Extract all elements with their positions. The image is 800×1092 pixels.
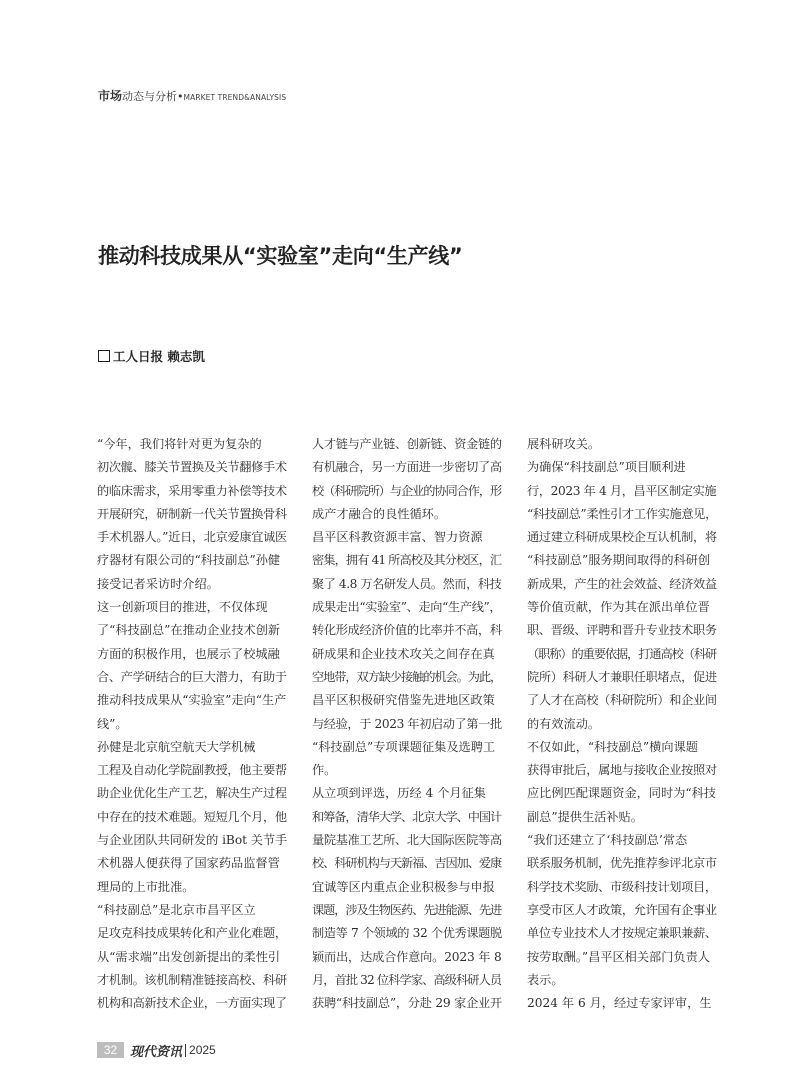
text-line: 获得审批后，属地与接收企业按照对 [527, 763, 717, 778]
text-line: 昌平区积极研究借鉴先进地区政策 [312, 693, 495, 708]
article-column-3 [527, 433, 717, 1015]
page-footer [97, 1041, 216, 1059]
text-line: 和筹备，清华大学、北京大学、中国计 [312, 809, 502, 824]
text-line: 机构和高新技术企业，一方面实现了 [97, 996, 287, 1011]
article-title: 推动科技成果从“实验室”走向“生产线” [98, 244, 463, 268]
text-line: “科技副总”专项课题征集及选聘工 [312, 739, 496, 754]
text-line: 科学技术奖励、市级科技计划项目， [527, 879, 717, 894]
text-line: 从“需求端”出发创新提出的柔性引 [97, 949, 281, 964]
square-bullet-icon [98, 350, 110, 362]
byline [98, 347, 205, 365]
text-line: 为确保“科技副总”项目顺利进 [527, 460, 686, 475]
text-line: 中存在的技术难题。短短几个月，他 [97, 809, 287, 824]
text-line: 了人才在高校（科研院所）和企业间 [527, 693, 717, 708]
text-line: 按劳取酬。”昌平区相关部门负责人 [527, 949, 710, 964]
text-line: “我们还建立了‘科技副总’常态 [527, 833, 688, 848]
article-column-1 [97, 433, 287, 1015]
text-line: 接受记者采访时介绍。 [97, 576, 219, 591]
text-line: “科技副总”是北京市昌平区立 [97, 902, 256, 917]
section-label-en: MARKET TREND&ANALYSIS [183, 93, 287, 102]
text-line: 量院基准工艺所、北大国际医院等高 [312, 833, 502, 848]
text-line: （职称）的重要依据，打通高校（科研 [527, 646, 717, 661]
text-line: 成产才融合的良性循环。 [312, 506, 447, 521]
text-line: 了“科技副总”在推动企业技术创新 [97, 623, 281, 638]
text-line: 与经验，于 2023 年初启动了第一批 [312, 716, 502, 731]
text-line: 获聘“科技副总”，分赴 29 家企业开 [312, 996, 502, 1011]
text-line: 转化形成经济价值的比率并不高，科 [312, 623, 502, 638]
text-line: 新成果，产生的社会效益、经济效益 [527, 576, 717, 591]
section-header [98, 87, 286, 104]
text-line: 院所）科研人才兼职任职堵点，促进 [527, 669, 717, 684]
text-line: 推动科技成果从“实验室”走向“生产 [97, 693, 287, 708]
text-line: 校（科研院所）与企业的协同合作，形 [312, 483, 502, 498]
text-line: 术机器人便获得了国家药品监督管 [97, 856, 280, 871]
text-line: 与企业团队共同研发的 iBot 关节手 [97, 833, 287, 848]
text-line: 联系服务机制，优先推荐参评北京市 [527, 856, 717, 871]
article-column-2 [312, 433, 502, 1015]
text-line: 2024 年 6 月，经过专家评审，生 [527, 996, 712, 1011]
text-line: 月，首批 32 位科学家、高级科研人员 [312, 972, 502, 987]
text-line: 作。 [312, 763, 337, 778]
text-line: 不仅如此，“科技副总”横向课题 [527, 739, 698, 754]
text-line: 成果走出“实验室”、走向“生产线”， [312, 600, 502, 615]
text-line: 理局的上市批准。 [97, 879, 195, 894]
text-line: 应比例匹配课题资金，同时为“科技 [527, 786, 717, 801]
text-line: 行，2023 年 4 月，昌平区制定实施 [527, 483, 717, 498]
text-line: 手术机器人。”近日，北京爱康宜诚医 [97, 530, 287, 545]
text-line: 线”。 [97, 716, 128, 731]
text-line: 合、产学研结合的巨大潜力，有助于 [97, 669, 287, 684]
text-line: 单位专业技术人才按规定兼职兼薪、 [527, 926, 717, 941]
text-line: 的临床需求，采用零重力补偿等技术 [97, 483, 287, 498]
text-line: 疗器材有限公司的“科技副总”孙健 [97, 553, 281, 568]
text-line: 孙健是北京航空航天大学机械 [97, 739, 256, 754]
text-line: 副总”提供生活补贴。 [527, 809, 643, 824]
text-line: 享受市区人才政策，允许国有企事业 [527, 902, 717, 917]
issue-year: 2025 [189, 1043, 216, 1057]
text-line: 昌平区科教资源丰富、智力资源 [312, 530, 483, 545]
text-line: 职、晋级、评聘和晋升专业技术职务 [527, 623, 717, 638]
text-line: 初次髋、膝关节置换及关节翻修手术 [97, 460, 287, 475]
text-line: 颖而出，达成合作意向。2023 年 8 [312, 949, 502, 964]
text-line: 制造等 7 个领域的 32 个优秀课题脱 [312, 926, 502, 941]
text-line: 人才链与产业链、创新链、资金链的 [312, 437, 502, 451]
text-line: “科技副总”服务期间取得的科研创 [527, 553, 711, 568]
section-label: 动态与分析 [122, 90, 178, 103]
text-line: 表示。 [527, 972, 564, 987]
text-line: 课题，涉及生物医药、先进能源、先进 [312, 902, 502, 917]
text-line: 才机制。该机制精准链接高校、科研 [97, 972, 287, 987]
footer-divider [185, 1044, 186, 1057]
text-line: 聚了 4.8 万名研发人员。然而，科技 [312, 576, 502, 591]
section-dot: • [177, 90, 184, 103]
text-line: 校、科研机构与天新福、吉因加、爱康 [312, 856, 502, 871]
text-line: 展科研攻关。 [527, 437, 601, 451]
text-line: 足攻克科技成果转化和产业化难题， [97, 926, 287, 941]
text-line: 这一创新项目的推进，不仅体现 [97, 600, 268, 615]
byline-text: 工人日报 赖志凯 [113, 349, 205, 364]
text-line: 空地带，双方缺少接触的机会。为此， [312, 669, 502, 684]
text-line: 密集，拥有 41 所高校及其分校区，汇 [312, 553, 502, 568]
magazine-name: 现代资讯 [130, 1044, 183, 1060]
text-line: 工程及自动化学院副教授，他主要帮 [97, 763, 287, 778]
text-line: 宜诚等区内重点企业积极参与申报 [312, 879, 495, 894]
text-line: 助企业优化生产工艺，解决生产过程 [97, 786, 287, 801]
text-line: 研成果和企业技术攻关之间存在真 [312, 646, 495, 661]
text-line: 有机融合，另一方面进一步密切了高 [312, 460, 502, 475]
page-number: 32 [97, 1042, 124, 1058]
text-line: “科技副总”柔性引才工作实施意见， [527, 506, 717, 521]
section-label-bold: 市场 [98, 89, 123, 103]
text-line: 从立项到评选，历经 4 个月征集 [312, 786, 486, 801]
text-line: 开展研究，研制新一代关节置换骨科 [97, 506, 287, 521]
text-line: 通过建立科研成果校企互认机制，将 [527, 530, 717, 545]
text-line: 方面的积极作用，也展示了校城融 [97, 646, 280, 661]
text-line: 等价值贡献，作为其在派出单位晋 [527, 600, 710, 615]
text-line: “今年，我们将针对更为复杂的 [97, 437, 262, 451]
text-line: 的有效流动。 [527, 716, 601, 731]
